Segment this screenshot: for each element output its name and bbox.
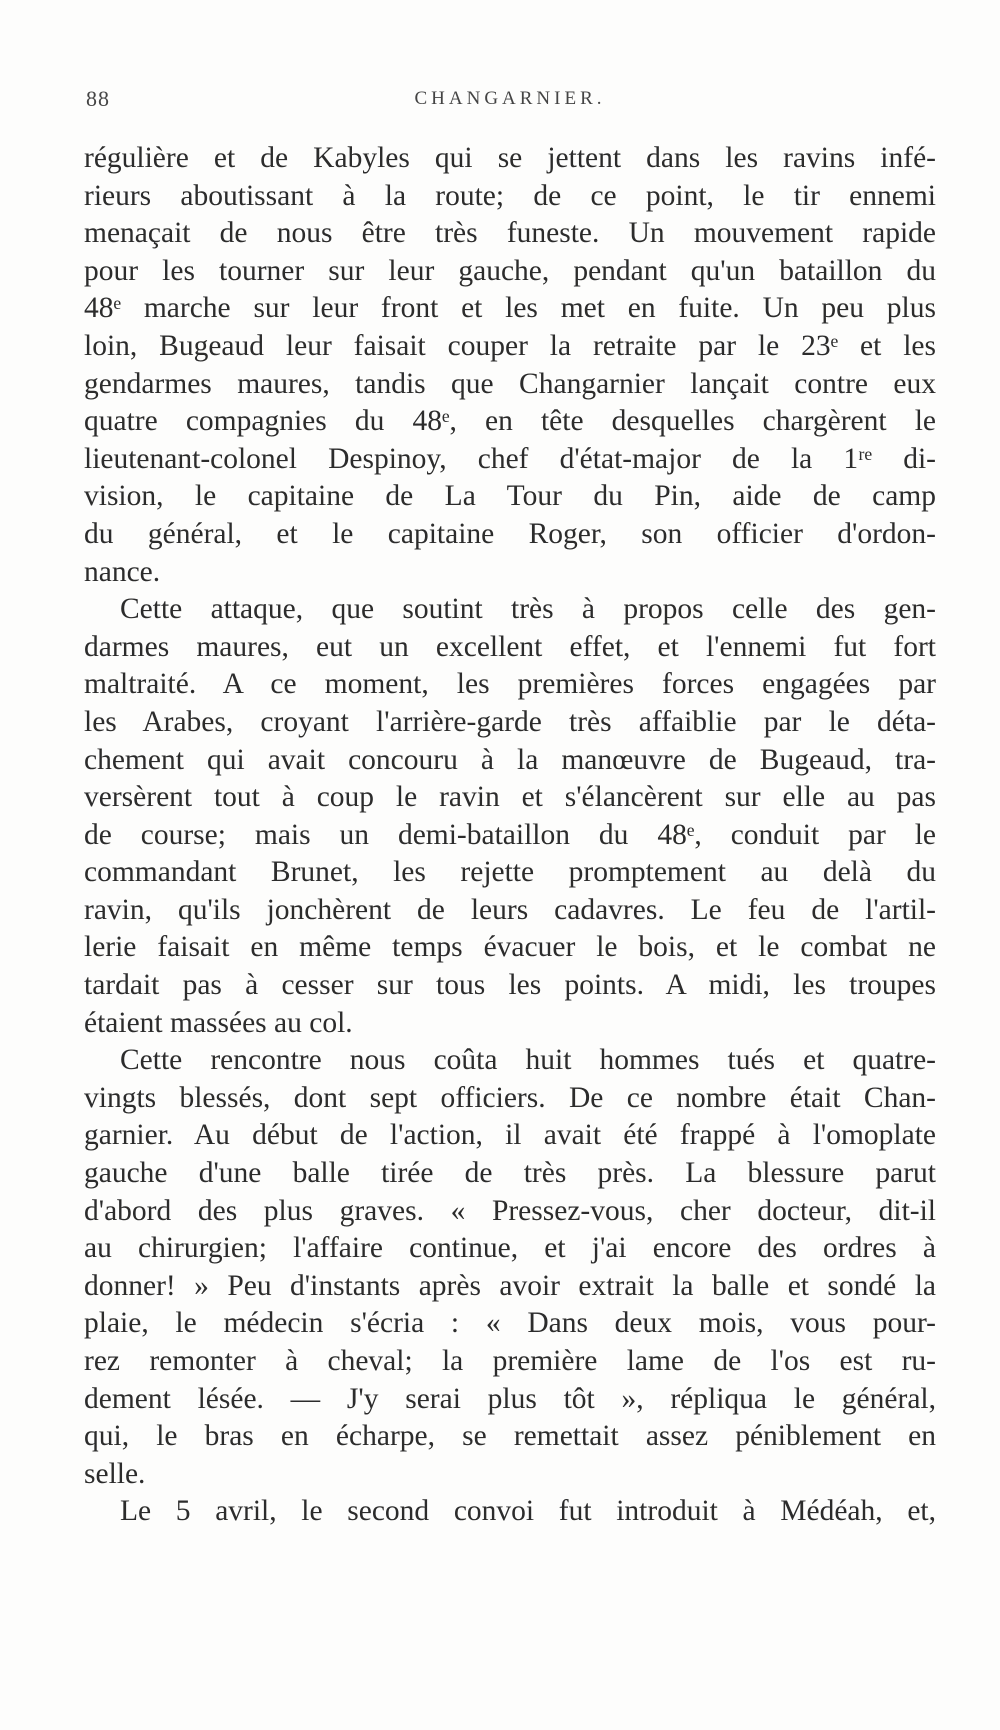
text-line: régulière et de Kabyles qui se jettent dans les ravins infé- <box>84 142 936 174</box>
text-line: étaient massées au col. <box>84 1006 353 1039</box>
text-line: maltraité. A ce moment, les premières forces engagées par <box>84 668 936 701</box>
page-number: 88 <box>86 86 110 111</box>
text-line: quatre compagnies du 48ᵉ, en tête desquelles chargèrent le <box>84 405 936 438</box>
text-line: qui, le bras en écharpe, se remettait assez péniblement en <box>84 1420 936 1453</box>
text-line: plaie, le médecin s'écria : « Dans deux mois, vous pour- <box>84 1307 936 1340</box>
text-line: versèrent tout à coup le ravin et s'élancèrent sur elle au pas <box>84 781 936 814</box>
body-text <box>84 140 936 1531</box>
text-line: darmes maures, eut un excellent effet, et l'ennemi fut fort <box>84 630 936 663</box>
text-line: dement lésée. — J'y serai plus tôt », répliqua le général, <box>84 1382 936 1415</box>
text-line: de course; mais un demi-bataillon du 48ᵉ, conduit par le <box>84 818 936 851</box>
text-line: ravin, qu'ils jonchèrent de leurs cadavres. Le feu de l'artil- <box>84 893 936 926</box>
text-line: rieurs aboutissant à la route; de ce point, le tir ennemi <box>84 179 936 212</box>
text-line: chement qui avait concouru à la manœuvre de Bugeaud, tra- <box>84 743 936 776</box>
text-line: les Arabes, croyant l'arrière-garde très affaiblie par le déta- <box>84 705 936 738</box>
paragraph-start-line: Cette rencontre nous coûta huit hommes tués et quatre- <box>120 1044 936 1077</box>
paragraph-start-line: Cette attaque, que soutint très à propos celle des gen- <box>120 593 936 626</box>
text-line: loin, Bugeaud leur faisait couper la retraite par le 23ᵉ et les <box>84 329 936 362</box>
text-line: selle. <box>84 1457 146 1490</box>
paragraph-start-line: Le 5 avril, le second convoi fut introduit à Médéah, et, <box>120 1495 936 1528</box>
text-line: lieutenant-colonel Despinoy, chef d'état-major de la 1ʳᵉ di- <box>84 442 936 475</box>
text-line: menaçait de nous être très funeste. Un mouvement rapide <box>84 217 936 250</box>
text-line: tardait pas à cesser sur tous les points. A midi, les troupes <box>84 969 936 1002</box>
text-line: vingts blessés, dont sept officiers. De ce nombre était Chan- <box>84 1081 936 1114</box>
text-line: gendarmes maures, tandis que Changarnier lançait contre eux <box>84 367 936 400</box>
text-line: gauche d'une balle tirée de très près. La blessure parut <box>84 1157 936 1190</box>
text-line: au chirurgien; l'affaire continue, et j'ai encore des ordres à <box>84 1232 936 1265</box>
text-line: lerie faisait en même temps évacuer le bois, et le combat ne <box>84 931 936 964</box>
text-line: garnier. Au début de l'action, il avait été frappé à l'omoplate <box>84 1119 936 1152</box>
running-title: CHANGARNIER. <box>414 88 606 109</box>
text-line: commandant Brunet, les rejette promptement au delà du <box>84 856 936 889</box>
text-line: donner! » Peu d'instants après avoir extrait la balle et sondé la <box>84 1269 936 1302</box>
text-line: du général, et le capitaine Roger, son officier d'ordon- <box>84 517 936 550</box>
text-line: 48ᵉ marche sur leur front et les met en fuite. Un peu plus <box>84 292 936 325</box>
text-line: rez remonter à cheval; la première lame de l'os est ru- <box>84 1345 936 1377</box>
text-line: pour les tourner sur leur gauche, pendant qu'un bataillon du <box>84 254 936 287</box>
text-line: nance. <box>84 555 161 588</box>
text-line: d'abord des plus graves. « Pressez-vous, cher docteur, dit-il <box>84 1194 936 1227</box>
text-line: vision, le capitaine de La Tour du Pin, aide de camp <box>84 480 936 513</box>
running-head <box>86 86 934 120</box>
